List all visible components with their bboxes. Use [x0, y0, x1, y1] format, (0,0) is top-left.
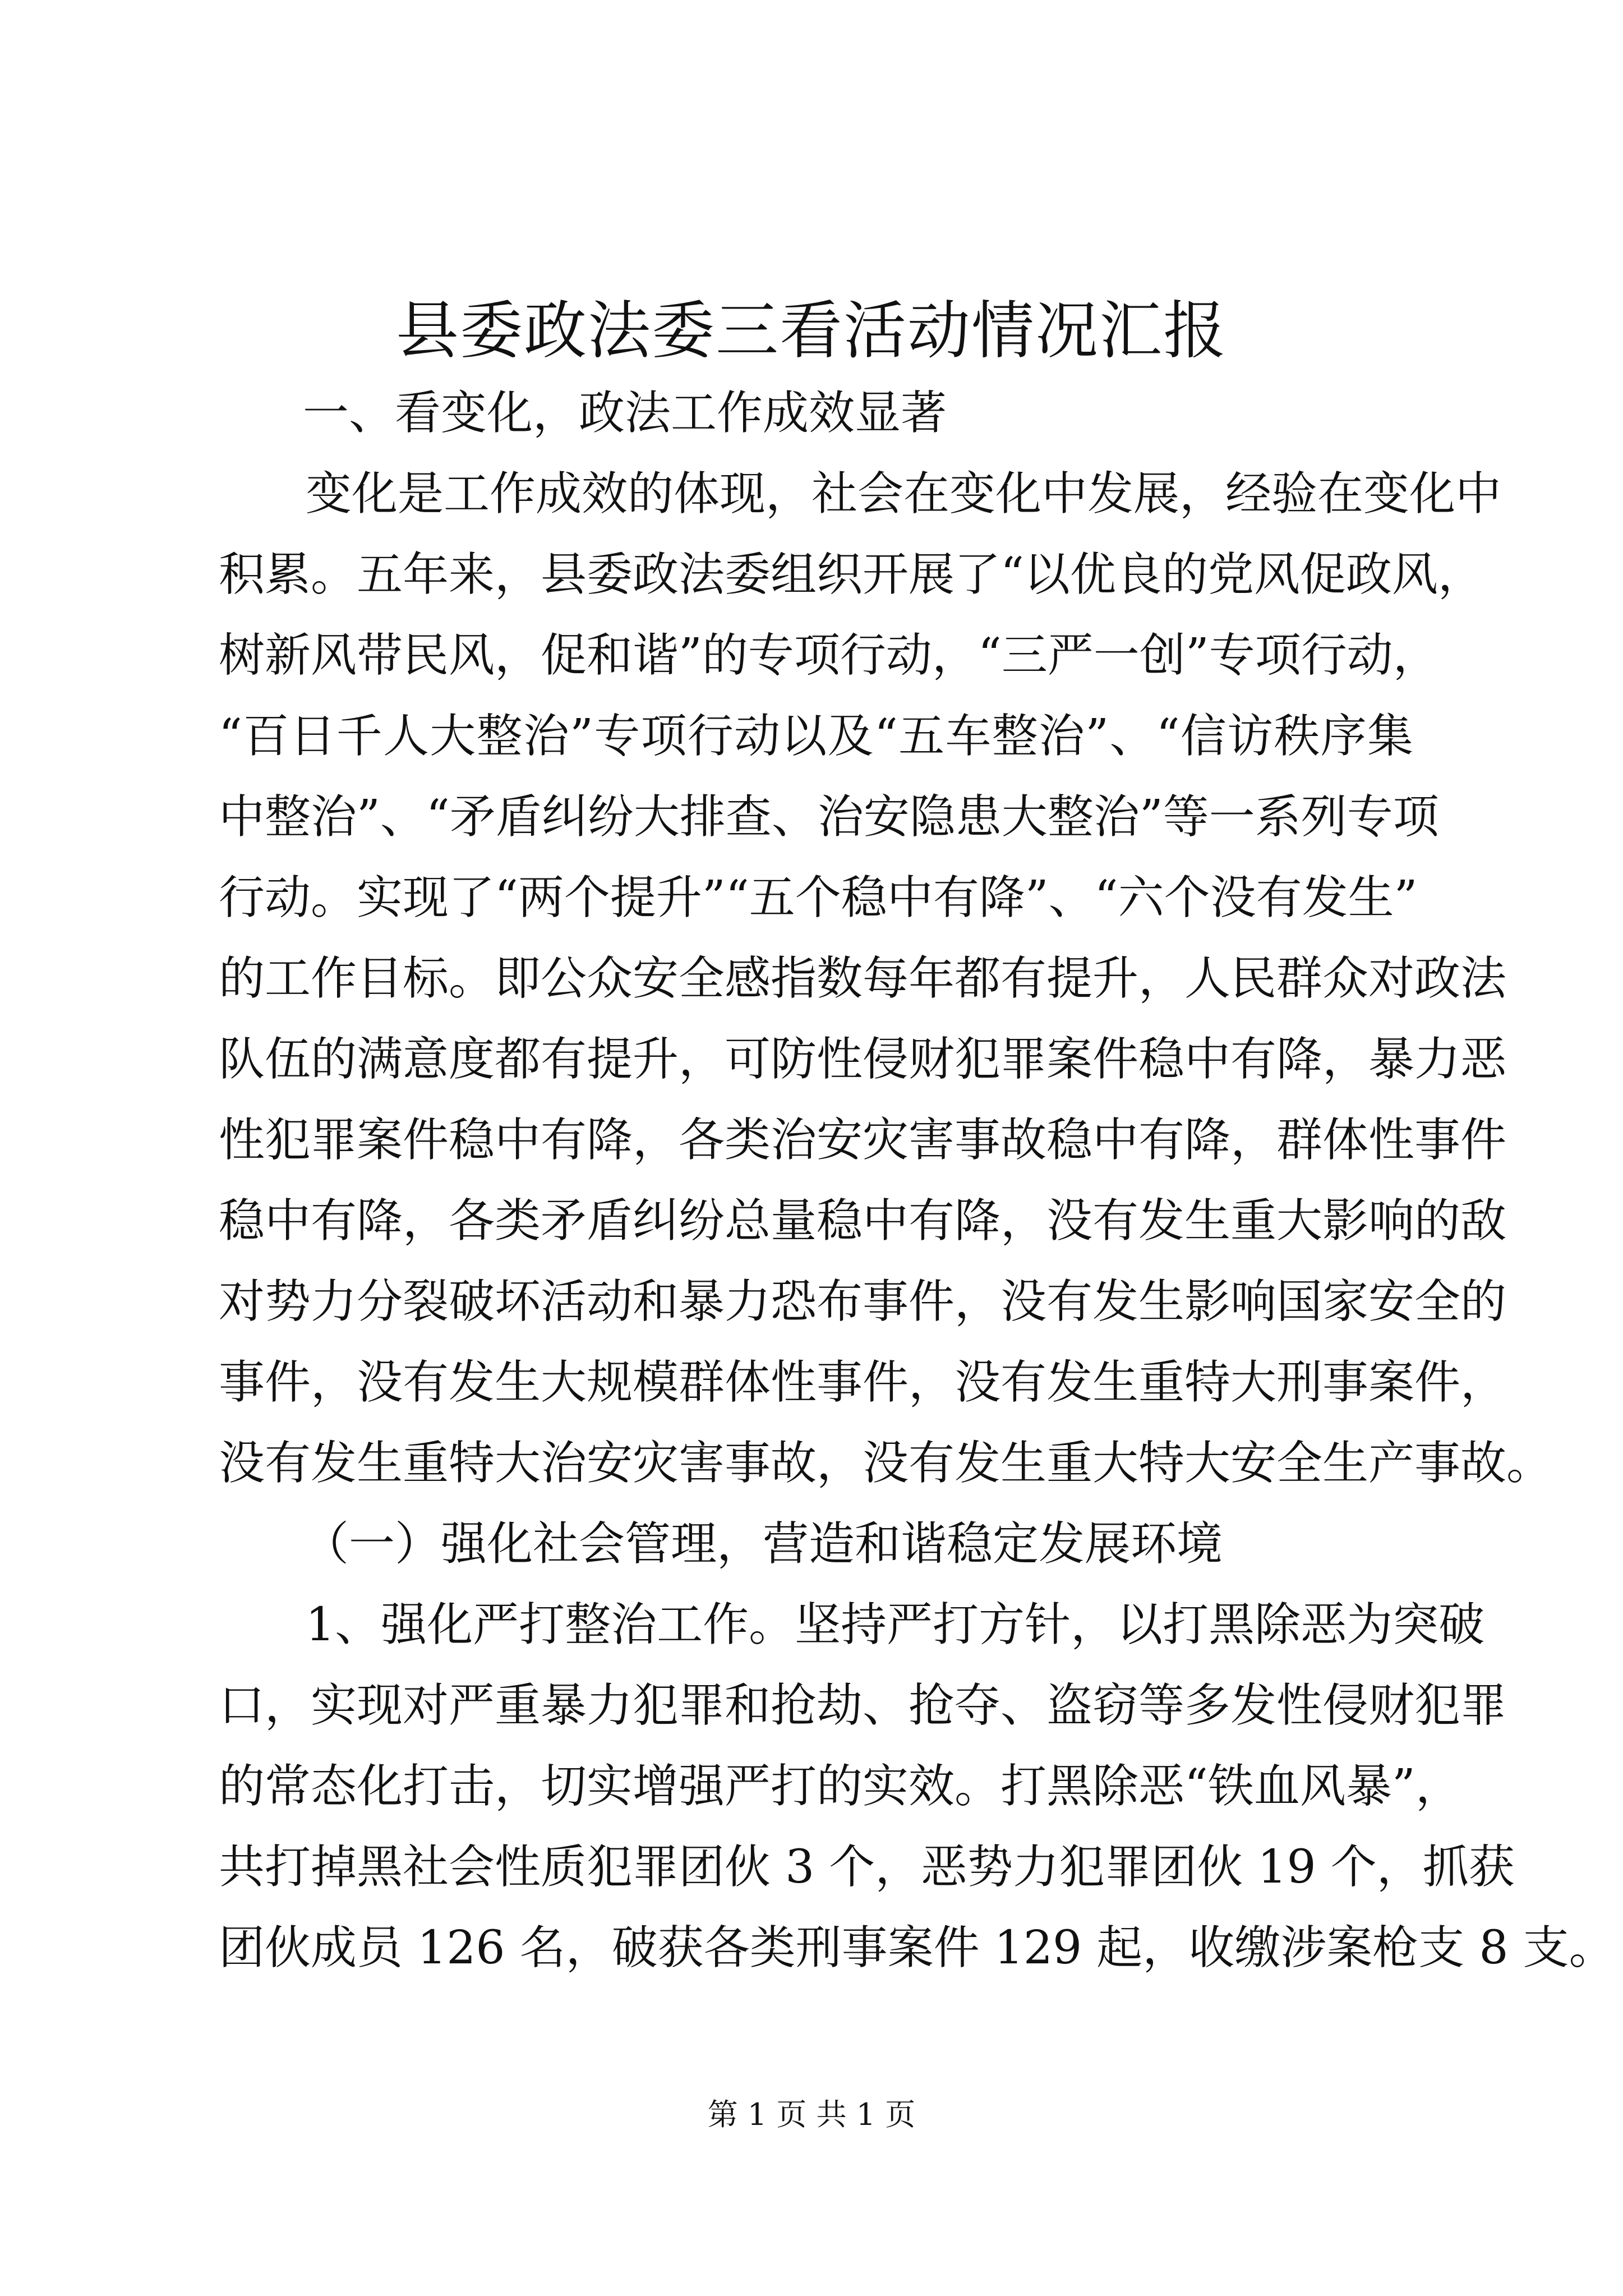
paragraph-line: 事件，没有发生大规模群体性事件，没有发生重特大刑事案件， — [219, 1356, 1507, 1409]
document-body — [219, 373, 1615, 1989]
subsection-heading: （一）强化社会管理，营造和谐稳定发展环境 — [303, 1517, 1223, 1571]
paragraph-line: 的工作目标。即公众安全感指数每年都有提升，人民群众对政法 — [219, 952, 1507, 1005]
paragraph-line: 团伙成员 126 名，破获各类刑事案件 129 起，收缴涉案枪支 8 支。 — [219, 1921, 1615, 1975]
paragraph-line: 口，实现对严重暴力犯罪和抢劫、抢夺、盗窃等多发性侵财犯罪 — [219, 1679, 1507, 1732]
paragraph-line: 1、强化严打整治工作。坚持严打方针，以打黑除恶为突破 — [306, 1598, 1485, 1651]
paragraph-line: 行动。实现了“两个提升”“五个稳中有降”、“六个没有发生” — [219, 871, 1418, 924]
paragraph-line: “百日千人大整治”专项行动以及“五车整治”、“信访秩序集 — [219, 710, 1413, 763]
paragraph-line: 队伍的满意度都有提升，可防性侵财犯罪案件稳中有降，暴力恶 — [219, 1033, 1507, 1086]
section-heading: 一、看变化，政法工作成效显著 — [303, 386, 947, 440]
page-footer: 第 1 页 共 1 页 — [707, 2097, 916, 2132]
paragraph-line: 性犯罪案件稳中有降，各类治安灾害事故稳中有降，群体性事件 — [219, 1114, 1507, 1167]
paragraph-line: 的常态化打击，切实增强严打的实效。打黑除恶“铁血风暴”， — [219, 1760, 1461, 1813]
paragraph-line: 中整治”、“矛盾纠纷大排查、治安隐患大整治”等一系列专项 — [219, 790, 1439, 844]
document-title: 县委政法委三看活动情况汇报 — [396, 295, 1227, 367]
paragraph-line: 没有发生重特大治安灾害事故，没有发生重大特大安全生产事故。 — [219, 1437, 1553, 1490]
paragraph-line: 对势力分裂破坏活动和暴力恐布事件，没有发生影响国家安全的 — [219, 1275, 1507, 1328]
paragraph-line: 稳中有降，各类矛盾纠纷总量稳中有降，没有发生重大影响的敌 — [219, 1194, 1507, 1248]
paragraph-line: 积累。五年来，县委政法委组织开展了“以优良的党风促政风， — [219, 548, 1484, 601]
paragraph-line: 共打掉黑社会性质犯罪团伙 3 个，恶势力犯罪团伙 19 个，抓获 — [219, 1841, 1515, 1894]
paragraph-line: 树新风带民风，促和谐”的专项行动，“三严一创”专项行动， — [219, 629, 1439, 682]
paragraph-line: 变化是工作成效的体现，社会在变化中发展，经验在变化中 — [306, 467, 1502, 521]
